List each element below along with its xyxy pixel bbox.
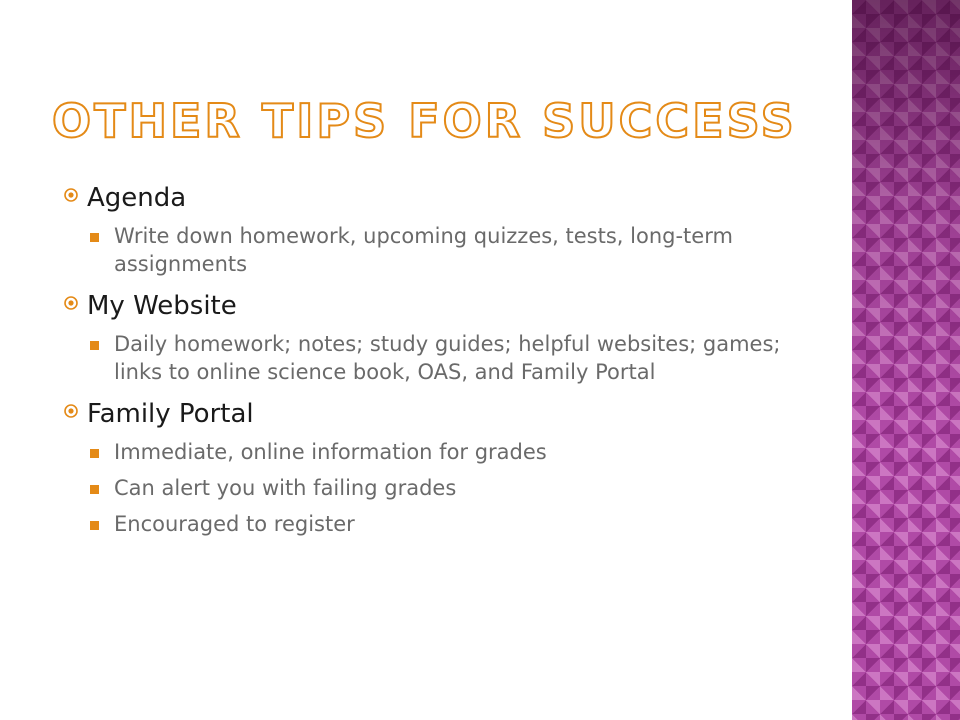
circle-bullet-icon: [64, 295, 87, 314]
bullet-item: [64, 394, 824, 434]
sub-bullet-item: [90, 330, 824, 386]
sub-bullet-item: [90, 510, 824, 538]
slide-title: OTHER TIPS FOR SUCCESS: [52, 94, 797, 148]
sub-bullet-list: [90, 438, 824, 538]
bullet-item: [64, 178, 824, 218]
circle-bullet-icon: [64, 187, 87, 206]
sub-bullet-item: [90, 474, 824, 502]
square-bullet-icon: [90, 233, 114, 242]
sub-bullet-item: [90, 438, 824, 466]
section-heading: Family Portal: [87, 399, 254, 429]
square-bullet-icon: [90, 521, 114, 530]
square-bullet-icon: [90, 341, 114, 350]
sub-bullet-list: [90, 222, 824, 278]
bullet-item: [64, 286, 824, 326]
section-my-website: [64, 286, 824, 386]
sub-bullet-item: [90, 222, 824, 278]
sub-bullet-text: Daily homework; notes; study guides; helpful websites; games; links to online science book, OAS, and Family Portal: [114, 332, 781, 384]
section-family-portal: [64, 394, 824, 538]
sub-bullet-text: Encouraged to register: [114, 512, 355, 536]
square-bullet-icon: [90, 449, 114, 458]
section-heading: My Website: [87, 291, 237, 321]
section-agenda: [64, 178, 824, 278]
sub-bullet-list: [90, 330, 824, 386]
square-bullet-icon: [90, 485, 114, 494]
circle-bullet-icon: [64, 403, 87, 422]
sub-bullet-text: Can alert you with failing grades: [114, 476, 457, 500]
sub-bullet-text: Write down homework, upcoming quizzes, tests, long-term assignments: [114, 224, 733, 276]
bullet-content: [64, 178, 824, 546]
section-heading: Agenda: [87, 183, 187, 213]
decorative-side-panel: [852, 0, 960, 720]
sub-bullet-text: Immediate, online information for grades: [114, 440, 547, 464]
